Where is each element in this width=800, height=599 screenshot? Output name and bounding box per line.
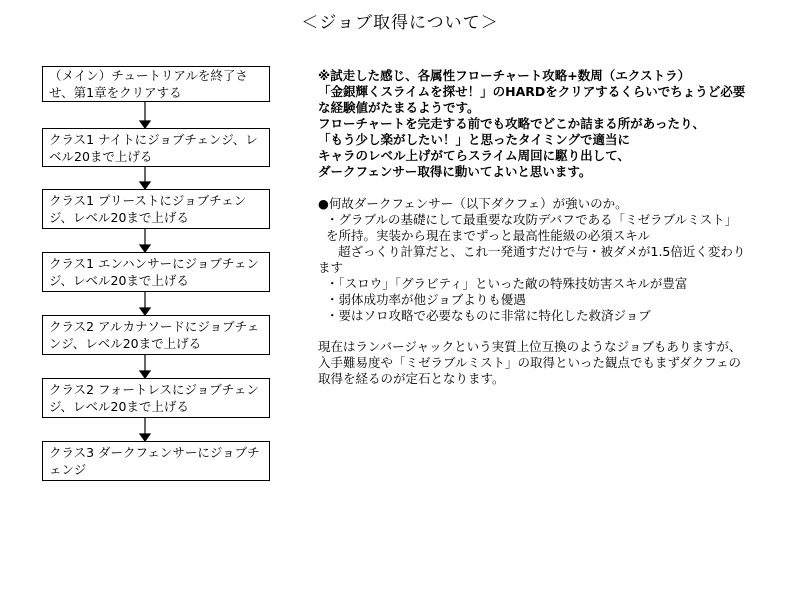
why-bullet: ・要はソロ攻略で必要なものに非常に特化した救済ジョブ	[326, 308, 651, 323]
closing-line: 取得を経るのが定石となります。	[318, 371, 505, 386]
flow-step-3: クラス1 プリーストにジョブチェンジ、レベル20まで上げる	[42, 189, 270, 229]
flow-step-7: クラス3 ダークフェンサーにジョブチェンジ	[42, 441, 270, 481]
why-bullet-cont: 超ざっくり計算だと、これ一発通すだけで与・被ダメが1.5倍近く変わり	[338, 244, 746, 259]
note-block	[318, 68, 788, 180]
why-bullet-cont: を所持。実装から現在までずっと最高性能級の必須スキル	[326, 228, 651, 243]
flow-step-5: クラス2 アルカナソードにジョブチェンジ、レベル20まで上げる	[42, 315, 270, 355]
note-line: キャラのレベル上げがてらスライム周回に駆り出して、	[318, 148, 630, 163]
flow-arrowhead-6	[140, 434, 150, 441]
flow-step-1: （メイン）チュートリアルを終了させ、第1章をクリアする	[42, 66, 270, 102]
closing-line: 現在はランバージャックという実質上位互換のようなジョブもありますが、	[318, 339, 742, 354]
why-block	[318, 196, 788, 324]
note-line: フローチャートを完走する前でも攻略でどこか詰まる所があったり、	[318, 116, 706, 131]
why-bullet: ・「スロウ」「グラビティ」といった敵の特殊技妨害スキルが豊富	[326, 276, 688, 291]
flow-arrowhead-5	[140, 371, 150, 378]
closing-line: 入手難易度や「ミゼラブルミスト」の取得といった観点でもまずダクフェの	[318, 355, 742, 370]
flow-arrowhead-4	[140, 308, 150, 315]
flow-arrowhead-2	[140, 182, 150, 189]
note-line: ダークフェンサー取得に動いてよいと思います。	[318, 164, 592, 179]
note-line: 「もう少し楽がしたい！」と思ったタイミングで適当に	[318, 132, 631, 147]
flow-step-2: クラス1 ナイトにジョブチェンジ、レベル20まで上げる	[42, 128, 270, 167]
note-line: な経験値がたまるようです。	[318, 100, 480, 115]
why-bullet-cont: ます	[318, 260, 344, 275]
closing-block	[318, 339, 788, 387]
flow-step-6: クラス2 フォートレスにジョブチェンジ、レベル20まで上げる	[42, 378, 270, 418]
flow-arrowhead-3	[140, 245, 150, 252]
note-line: 「金銀輝くスライムを探せ！」のHARDをクリアするくらいでちょうど必要	[318, 84, 746, 99]
flow-step-4: クラス1 エンハンサーにジョブチェンジ、レベル20まで上げる	[42, 252, 270, 292]
page-title: ＜ジョブ取得について＞	[301, 13, 499, 33]
why-bullet: ・弱体成功率が他ジョブよりも優遇	[326, 292, 526, 307]
why-heading: ●何故ダークフェンサー（以下ダクフェ）が強いのか。	[318, 196, 628, 211]
why-bullet: ・グラブルの基礎にして最重要な攻防デバフである「ミゼラブルミスト」	[326, 212, 738, 227]
note-line: ※試走した感じ、各属性フローチャート攻略+数周（エクストラ）	[318, 68, 691, 83]
flow-arrowhead-1	[140, 121, 150, 128]
